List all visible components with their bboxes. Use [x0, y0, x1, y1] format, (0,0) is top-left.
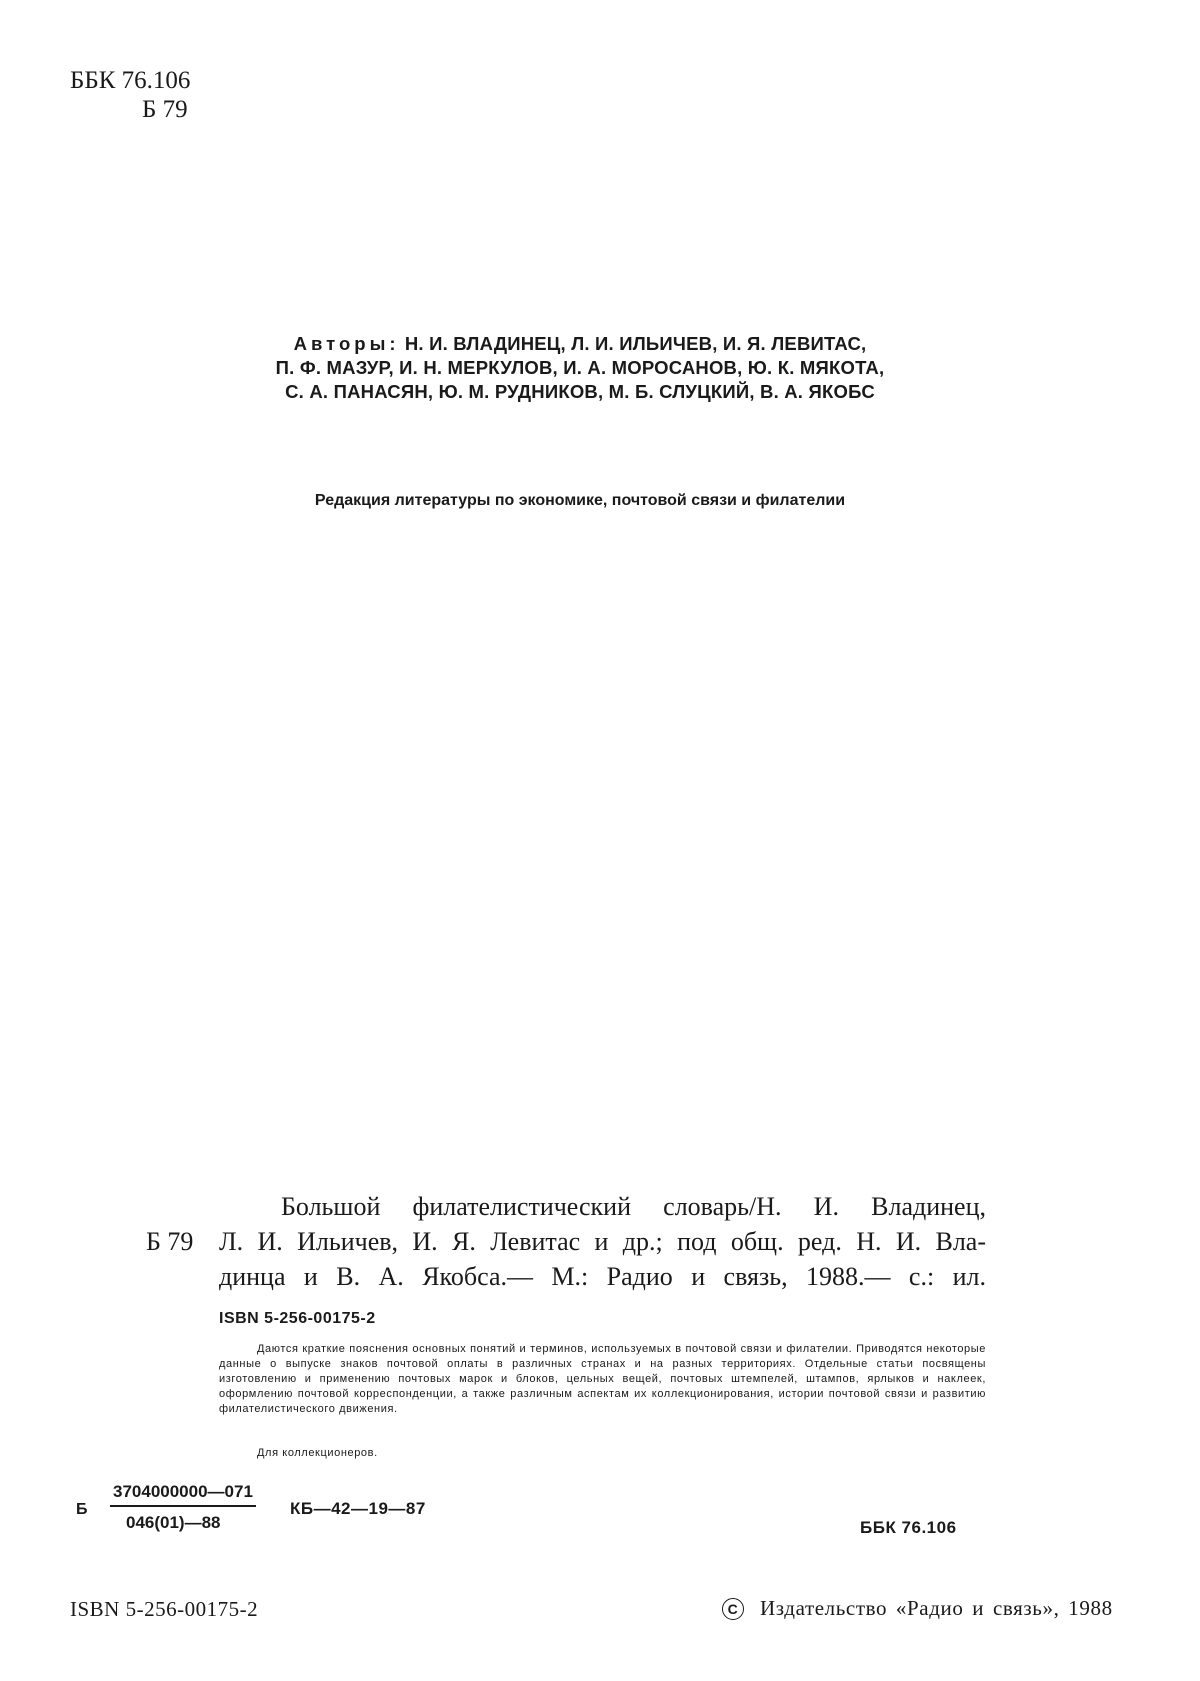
footer-isbn: ISBN 5-256-00175-2	[70, 1597, 259, 1621]
index-numerator: 3704000000—071	[110, 1482, 256, 1507]
authors-label: Авторы:	[293, 333, 400, 354]
authors-block	[200, 332, 960, 404]
isbn-record: ISBN 5-256-00175-2	[219, 1310, 376, 1327]
bibliographic-line-1: Большой филателистический словарь/Н. И. Владинец,	[281, 1192, 986, 1221]
bbk-code: ББК 76.106	[70, 67, 191, 94]
bbk-bottom: ББК 76.106	[860, 1518, 957, 1537]
index-tail: КБ—42—19—87	[290, 1499, 426, 1518]
annotation-text: Даются краткие пояснения основных понятий и терминов, используемых в почтовой связи и филателии. Приводятся некоторые данные о выпуске знаков почтовой оплаты в различных странах и на разных территориях. Отдельные статьи посвящены изготовлению и применению почтовых марок и блоков, цельных вещей, почтовых штемпелей, штампов, ярлыков и наклеек, оформлению почтовой корреспонденции, а также различным аспектам их коллекционирования, истории почтовой связи и развитию филателистического движения.	[219, 1343, 986, 1415]
bibliographic-line-2: Л. И. Ильичев, И. Я. Левитас и др.; под общ. ред. Н. И. Вла-	[219, 1227, 986, 1256]
authors-line-2: П. Ф. МАЗУР, И. Н. МЕРКУЛОВ, И. А. МОРОСАНОВ, Ю. К. МЯКОТА,	[275, 357, 885, 378]
bbk-classification	[70, 66, 190, 124]
copyright-text: Издательство «Радио и связь», 1988	[760, 1596, 1113, 1620]
index-letter: Б	[76, 1501, 88, 1518]
author-sign: Б 79	[142, 96, 188, 123]
annotation-audience: Для коллекционеров.	[257, 1447, 378, 1459]
authors-line-1: Н. И. ВЛАДИНЕЦ, Л. И. ИЛЬИЧЕВ, И. Я. ЛЕВИТАС,	[404, 333, 867, 354]
copyright-icon: С	[722, 1598, 744, 1620]
authors-line-3: С. А. ПАНАСЯН, Ю. М. РУДНИКОВ, М. Б. СЛУЦКИЙ, В. А. ЯКОБС	[285, 381, 875, 402]
bibliographic-code: Б 79	[146, 1227, 194, 1256]
index-fraction	[110, 1482, 256, 1533]
index-denominator: 046(01)—88	[126, 1513, 221, 1532]
editorial-office: Редакция литературы по экономике, почтовой связи и филателии	[314, 492, 846, 509]
copyright-line	[722, 1596, 1113, 1621]
bibliographic-line-3: динца и В. А. Якобса.— М.: Радио и связь, 1988.— с.: ил.	[219, 1262, 986, 1291]
